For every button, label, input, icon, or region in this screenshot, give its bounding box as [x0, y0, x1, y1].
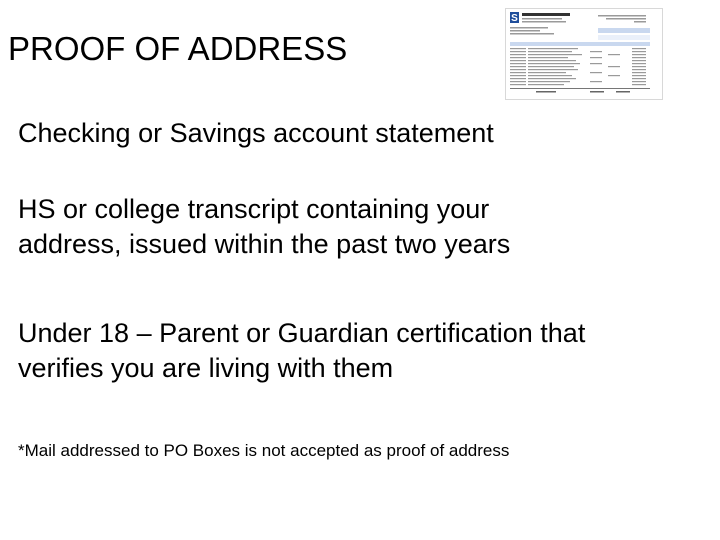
bank-statement-thumbnail	[505, 8, 663, 100]
slide-title: PROOF OF ADDRESS	[8, 30, 348, 67]
bullet-bank-statement	[18, 116, 494, 151]
bullet-line: verifies you are living with them	[18, 353, 394, 383]
bullet-line: HS or college transcript containing your	[18, 194, 490, 224]
bank-logo-letter: S	[511, 13, 518, 24]
bullet-line: address, issued within the past two years	[18, 229, 511, 259]
bullet-line: Checking or Savings account statement	[18, 118, 494, 148]
bullet-transcript	[18, 192, 510, 262]
bank-statement-icon	[506, 9, 662, 99]
footnote: *Mail addressed to PO Boxes is not accepted as proof of address	[18, 441, 510, 460]
bullet-guardian-certification	[18, 316, 585, 386]
bullet-line: Under 18 – Parent or Guardian certification that	[18, 318, 586, 348]
